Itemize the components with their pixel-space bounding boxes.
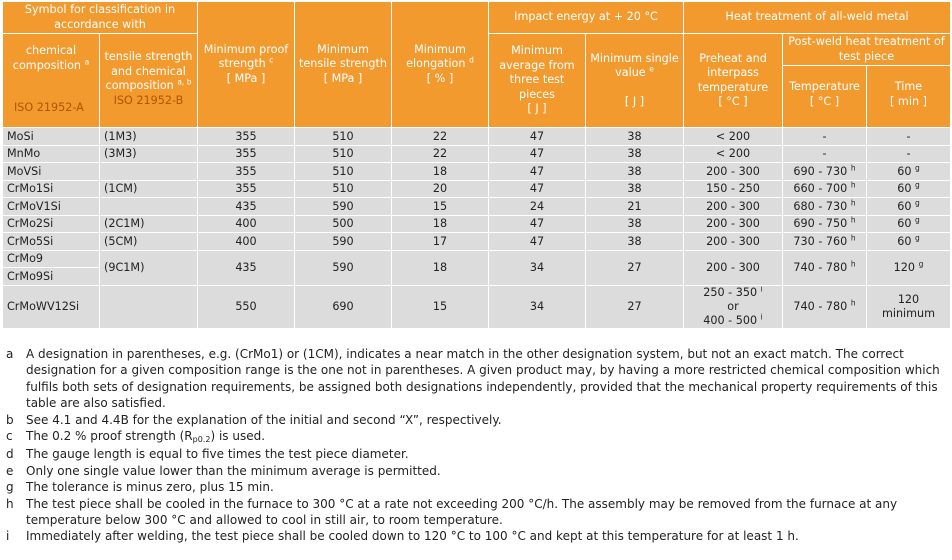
time-cell: 60 $^g$ [867, 233, 951, 251]
tensile-cell: 590 [295, 250, 392, 285]
footnotes [6, 346, 946, 545]
tensile-cell: 500 [295, 215, 392, 233]
average-cell: 34 [489, 285, 586, 328]
composition-a-cell: MoSi [3, 128, 100, 146]
tensile-chem-header: tensile strength and chemical composition $^{a, b}$ ISO 21952-B [100, 34, 198, 128]
temperature-cell: 660 - 700 $^h$ [783, 180, 867, 198]
composition-b-cell: (3M3) [100, 145, 198, 163]
temperature-cell: 690 - 730 $^h$ [783, 163, 867, 181]
tensile-cell: 510 [295, 128, 392, 146]
temperature-cell: 730 - 760 $^h$ [783, 233, 867, 251]
average-cell: 47 [489, 180, 586, 198]
composition-a-cell: CrMo2Si [3, 215, 100, 233]
temperature-cell: 690 - 750 $^h$ [783, 215, 867, 233]
proof-cell: 355 [198, 180, 295, 198]
table-row [3, 180, 951, 198]
impact-energy-header: Impact energy at + 20 °C [489, 2, 684, 34]
single-cell: 38 [586, 180, 684, 198]
composition-a-cell: CrMoV1Si [3, 198, 100, 216]
single-cell: 38 [586, 163, 684, 181]
footnote-h [6, 496, 946, 529]
composition-a-cell: CrMo5Si [3, 233, 100, 251]
temperature-cell: 740 - 780 $^h$ [783, 250, 867, 285]
single-cell: 21 [586, 198, 684, 216]
proof-cell: 400 [198, 215, 295, 233]
heat-treatment-header: Heat treatment of all-weld metal [684, 2, 951, 34]
average-cell: 47 [489, 163, 586, 181]
time-cell: 60 $^g$ [867, 163, 951, 181]
elongation-cell: 15 [392, 198, 489, 216]
footnote-key: g [6, 480, 14, 495]
footnote-key: a [6, 347, 14, 361]
proof-cell: 355 [198, 163, 295, 181]
composition-a-cell: MnMo [3, 145, 100, 163]
footnote-text: A designation in parentheses, e.g. (CrMo1) or (1CM), indicates a near match in the other designation system, but not an exact match. The correct designation for a given composition range is the one not in parentheses. A given product may, by having a more restricted chemical composition which fulfils both sets of designation requirements, be assigned both designations independently, provided that the mechanical property requirements of this table are also satisfied. [26, 347, 940, 411]
post-weld-header: Post-weld heat treatment of test piece [783, 34, 951, 66]
table-row [3, 285, 951, 328]
temperature-cell: 680 - 730 $^h$ [783, 198, 867, 216]
composition-b-cell: (1M3) [100, 128, 198, 146]
tensile-cell: 590 [295, 233, 392, 251]
average-cell: 47 [489, 128, 586, 146]
single-value-header: Minimum single value $^e$ [ J ] [586, 34, 684, 128]
temperature-cell: 740 - 780 $^h$ [783, 285, 867, 328]
average-cell: 47 [489, 215, 586, 233]
footnote-key: d [6, 447, 14, 462]
elongation-cell: 22 [392, 128, 489, 146]
single-cell: 38 [586, 233, 684, 251]
average-three-header: Minimum average from three test pieces [ J ] [489, 34, 586, 128]
temperature-cell: - [783, 128, 867, 146]
average-cell: 34 [489, 250, 586, 285]
composition-a-cell: CrMo9 [3, 250, 100, 268]
preheat-cell: 150 - 250 [684, 180, 783, 198]
preheat-cell: 200 - 300 [684, 233, 783, 251]
proof-cell: 400 [198, 233, 295, 251]
elongation-cell: 18 [392, 163, 489, 181]
single-cell: 38 [586, 145, 684, 163]
time-cell: 120 minimum [867, 285, 951, 328]
preheat-cell: 200 - 300 [684, 215, 783, 233]
table-row [3, 215, 951, 233]
time-cell: 60 $^g$ [867, 198, 951, 216]
symbol-group-header: Symbol for classification in accordance with [3, 2, 198, 34]
table-row [3, 250, 951, 268]
temperature-cell: - [783, 145, 867, 163]
composition-b-cell [100, 163, 198, 181]
iso-a-label: ISO 21952-A [14, 101, 84, 114]
average-cell: 47 [489, 145, 586, 163]
footnote-text: See 4.1 and 4.4B for the explanation of the initial and second “X”, respectively. [26, 412, 502, 427]
composition-b-cell: (5CM) [100, 233, 198, 251]
footnote-text: The test piece shall be cooled in the furnace to 300 °C at a rate not exceeding 200 °C/h. The assembly may be removed from the furnace at any temperature below 300 °C and allowed to cool in still air, to room temperature. [26, 496, 898, 528]
elongation-cell: 15 [392, 285, 489, 328]
tensile-cell: 590 [295, 198, 392, 216]
footnote-g [6, 479, 946, 495]
elongation-cell: 20 [392, 180, 489, 198]
preheat-cell: 200 - 300 [684, 163, 783, 181]
footnote-key: h [6, 496, 14, 511]
single-cell: 38 [586, 215, 684, 233]
composition-a-cell: CrMoWV12Si [3, 285, 100, 328]
elongation-cell: 22 [392, 145, 489, 163]
footnote-text: The tolerance is minus zero, plus 15 min. [26, 480, 274, 495]
proof-cell: 355 [198, 128, 295, 146]
tensile-cell: 510 [295, 163, 392, 181]
single-cell: 38 [586, 128, 684, 146]
footnote-text: The gauge length is equal to five times the test piece diameter. [26, 447, 409, 462]
tensile-cell: 510 [295, 145, 392, 163]
composition-b-cell: (9C1M) [100, 250, 198, 285]
time-cell: - [867, 145, 951, 163]
footnote-key: c [6, 429, 13, 444]
footnote-c [6, 428, 946, 446]
classification-table [2, 1, 951, 329]
composition-a-cell: CrMo1Si [3, 180, 100, 198]
preheat-cell: < 200 [684, 128, 783, 146]
preheat-cell: < 200 [684, 145, 783, 163]
time-cell: 120 $^g$ [867, 250, 951, 285]
preheat-header: Preheat and interpass temperature [ °C ] [684, 34, 783, 128]
proof-cell: 550 [198, 285, 295, 328]
composition-b-cell: (1CM) [100, 180, 198, 198]
composition-b-cell [100, 285, 198, 328]
elongation-cell: 18 [392, 250, 489, 285]
composition-a-cell: CrMo9Si [3, 268, 100, 286]
temperature-header: Temperature [ °C ] [783, 66, 867, 128]
footnote-text: Only one single value lower than the minimum average is permitted. [26, 463, 441, 478]
table-row [3, 145, 951, 163]
preheat-cell: 250 - 350 $^i$ or 400 - 500 $^i$ [684, 285, 783, 328]
preheat-cell: 200 - 300 [684, 198, 783, 216]
table-row [3, 198, 951, 216]
footnote-b [6, 412, 946, 428]
proof-strength-header: Minimum proof strength $^c$ [ MPa ] [198, 2, 295, 128]
average-cell: 47 [489, 233, 586, 251]
elongation-header: Minimum elongation $^d$ [ % ] [392, 2, 489, 128]
footnote-key: b [6, 412, 14, 427]
tensile-cell: 690 [295, 285, 392, 328]
chemical-composition-header: chemical composition $^a$ ISO 21952-A [3, 34, 100, 128]
tensile-strength-header: Minimum tensile strength [ MPa ] [295, 2, 392, 128]
elongation-cell: 17 [392, 233, 489, 251]
time-cell: 60 $^g$ [867, 180, 951, 198]
footnote-key: e [6, 463, 14, 478]
composition-b-cell [100, 198, 198, 216]
footnote-text: The 0.2 % proof strength (Rp0.2) is used. [26, 429, 266, 445]
footnote-key: i [6, 529, 10, 544]
single-cell: 27 [586, 250, 684, 285]
footnote-d [6, 446, 946, 462]
iso-b-label: ISO 21952-B [113, 93, 184, 107]
preheat-cell: 200 - 300 [684, 250, 783, 285]
time-header: Time [ min ] [867, 66, 951, 128]
footnote-e [6, 463, 946, 479]
footnote-text: Immediately after welding, the test piece shall be cooled down to 120 °C to 100 °C and kept at this temperature for at least 1 h. [26, 529, 799, 544]
time-cell: 60 $^g$ [867, 215, 951, 233]
tensile-cell: 510 [295, 180, 392, 198]
composition-a-cell: MoVSi [3, 163, 100, 181]
table-row [3, 233, 951, 251]
table-row [3, 163, 951, 181]
proof-cell: 435 [198, 250, 295, 285]
footnote-i [6, 528, 946, 544]
proof-cell: 355 [198, 145, 295, 163]
single-cell: 27 [586, 285, 684, 328]
proof-cell: 435 [198, 198, 295, 216]
average-cell: 24 [489, 198, 586, 216]
table-row [3, 128, 951, 146]
time-cell: - [867, 128, 951, 146]
footnote-a [6, 346, 946, 412]
composition-b-cell: (2C1M) [100, 215, 198, 233]
elongation-cell: 18 [392, 215, 489, 233]
